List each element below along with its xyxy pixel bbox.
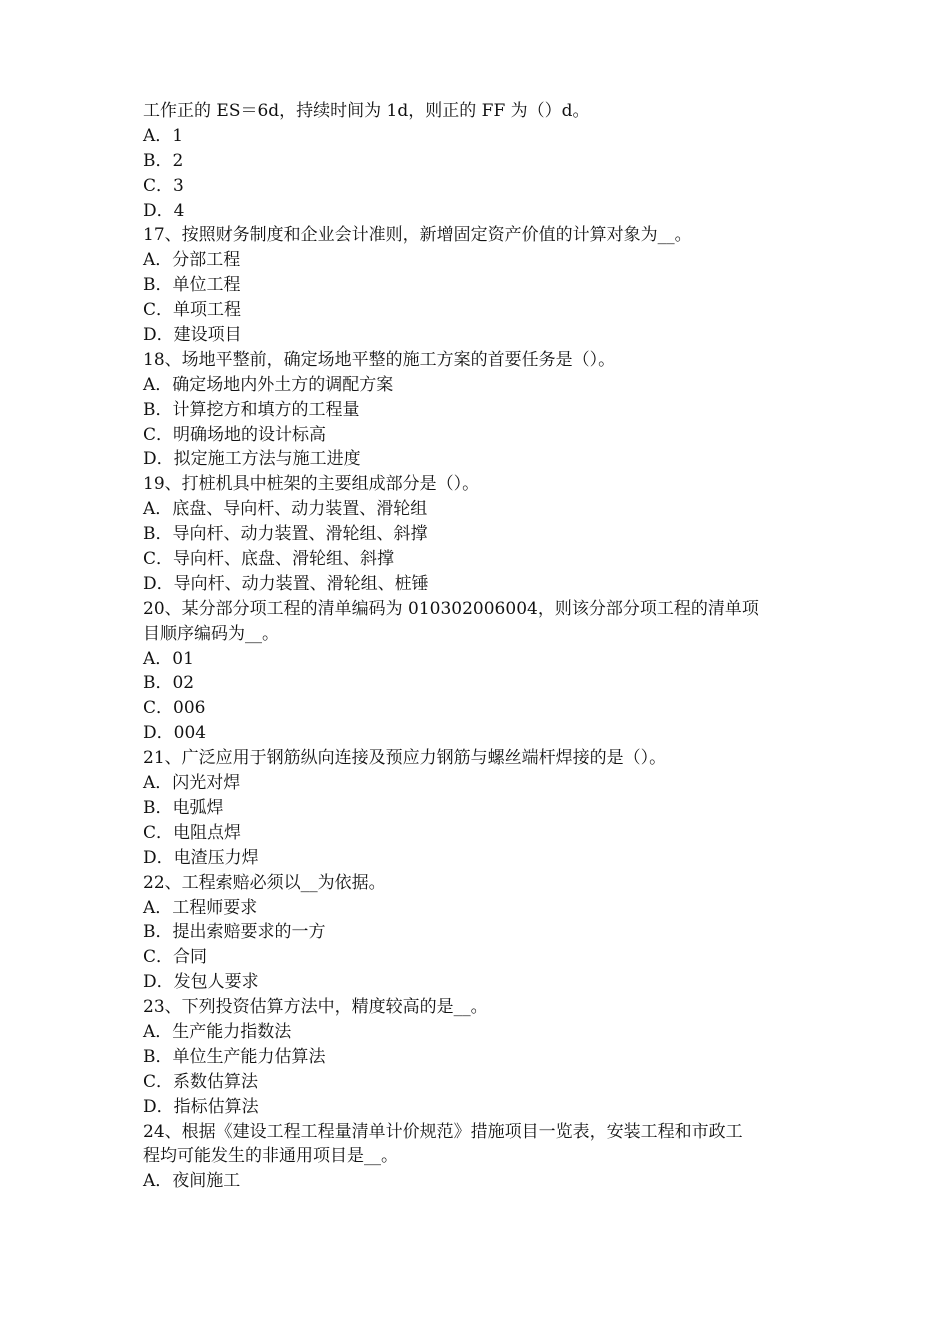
option-d: D．指标估算法 <box>143 1096 259 1117</box>
option-b: B．2 <box>143 150 184 171</box>
option-b: B．提出索赔要求的一方 <box>143 922 326 943</box>
option-c: C．合同 <box>143 947 208 968</box>
option-a: A．1 <box>143 125 184 146</box>
option-a: A．工程师要求 <box>143 897 258 918</box>
option-a: A．分部工程 <box>143 250 241 271</box>
option-d: D．导向杆、动力装置、滑轮组、桩锤 <box>143 573 429 594</box>
question-24-line-1: 24、根据《建设工程工程量清单计价规范》措施项目一览表，安装工程和市政工 <box>143 1121 743 1142</box>
question-24-line-2: 程均可能发生的非通用项目是__。 <box>143 1146 398 1167</box>
option-b: B．电弧焊 <box>143 797 224 818</box>
question-21: 21、广泛应用于钢筋纵向连接及预应力钢筋与螺丝端杆焊接的是（）。 <box>143 748 667 769</box>
option-b: B．单位生产能力估算法 <box>143 1046 326 1067</box>
option-b: B．单位工程 <box>143 275 241 296</box>
option-d: D．4 <box>143 200 185 221</box>
document-text <box>143 99 823 1194</box>
option-b: B．02 <box>143 673 195 694</box>
option-c: C．006 <box>143 698 206 719</box>
option-c: C．3 <box>143 175 184 196</box>
option-d: D．发包人要求 <box>143 972 259 993</box>
option-d: D．电渣压力焊 <box>143 847 259 868</box>
question-23: 23、下列投资估算方法中，精度较高的是__。 <box>143 997 488 1018</box>
option-c: C．单项工程 <box>143 300 242 321</box>
option-c: C．导向杆、底盘、滑轮组、斜撑 <box>143 549 395 570</box>
question-17: 17、按照财务制度和企业会计准则，新增固定资产价值的计算对象为__。 <box>143 225 692 246</box>
option-c: C．电阻点焊 <box>143 822 242 843</box>
question-22: 22、工程索赔必须以__为依据。 <box>143 872 386 893</box>
question-continuation: 工作正的 ES＝6d，持续时间为 1d，则正的 FF 为（）d。 <box>143 101 590 121</box>
option-a: A．闪光对焊 <box>143 773 241 794</box>
question-20-line-2: 目顺序编码为__。 <box>143 623 279 644</box>
option-d: D．拟定施工方法与施工进度 <box>143 449 361 470</box>
option-b: B．导向杆、动力装置、滑轮组、斜撑 <box>143 524 428 545</box>
option-c: C．明确场地的设计标高 <box>143 424 327 445</box>
option-a: A．底盘、导向杆、动力装置、滑轮组 <box>143 499 428 520</box>
option-a: A．夜间施工 <box>143 1171 241 1192</box>
option-d: D．建设项目 <box>143 325 242 346</box>
question-18: 18、场地平整前，确定场地平整的施工方案的首要任务是（）。 <box>143 349 616 370</box>
option-a: A．确定场地内外土方的调配方案 <box>143 374 394 395</box>
option-a: A．生产能力指数法 <box>143 1021 292 1042</box>
option-c: C．系数估算法 <box>143 1071 259 1092</box>
option-a: A．01 <box>143 648 194 669</box>
question-19: 19、打桩机具中桩架的主要组成部分是（）。 <box>143 474 480 495</box>
option-d: D．004 <box>143 723 207 744</box>
option-b: B．计算挖方和填方的工程量 <box>143 399 360 420</box>
question-20-line-1: 20、某分部分项工程的清单编码为 010302006004，则该分部分项工程的清单项 <box>143 598 759 619</box>
